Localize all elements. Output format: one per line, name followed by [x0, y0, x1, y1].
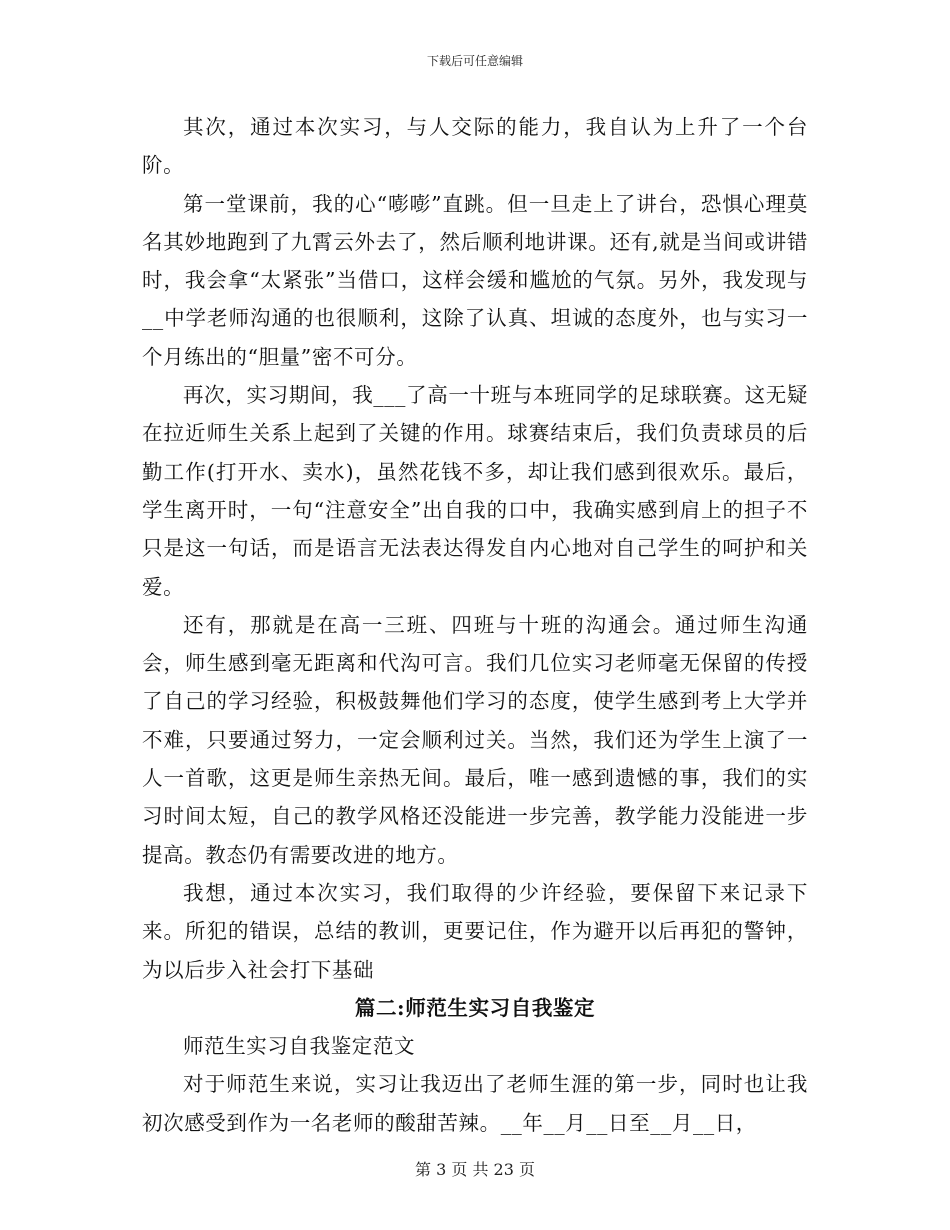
page-header: 下载后可任意编辑: [426, 54, 523, 68]
paragraph: 师范生实习自我鉴定范文: [183, 1034, 416, 1059]
paragraph: 再次，实习期间，我___了高一十班与本班同学的足球联赛。这无疑在拉近师生关系上起到了关键的作用。球赛结束后，我们负责球员的后勤工作(打开水、卖水)，虽然花钱不多，却让我们感到很欢乐。最后，学生离开时，一句“注意安全”出自我的口中，我确实感到肩上的担子不只是这一句话，而是语言无法表达得发自内心地对自己学生的呵护和关爱。: [142, 383, 808, 599]
page-footer: 第 3 页 共 23 页: [415, 1160, 535, 1179]
document-body: [142, 108, 808, 1142]
paragraph: 其次，通过本次实习，与人交际的能力，我自认为上升了一个台阶。: [142, 115, 808, 178]
paragraph: 第一堂课前，我的心“嘭嘭”直跳。但一旦走上了讲台，恐惧心理莫名其妙地跑到了九霄云外去了，然后顺利地讲课。还有,就是当间或讲错时，我会拿“太紧张”当借口，这样会缓和尴尬的气氛。另外，我发现与__中学老师沟通的也很顺利，这除了认真、坦诚的态度外，也与实习一个月练出的“胆量”密不可分。: [142, 191, 808, 369]
paragraph: 还有，那就是在高一三班、四班与十班的沟通会。通过师生沟通会，师生感到毫无距离和代沟可言。我们几位实习老师毫无保留的传授了自己的学习经验，积极鼓舞他们学习的态度，使学生感到考上大学并不难，只要通过努力，一定会顺利过关。当然，我们还为学生上演了一人一首歌，这更是师生亲热无间。最后，唯一感到遗憾的事，我们的实习时间太短，自己的教学风格还没能进一步完善，教学能力没能进一步提高。教态仍有需要改进的地方。: [142, 612, 808, 867]
section-heading: 篇二:师范生实习自我鉴定: [354, 995, 596, 1020]
paragraph: 对于师范生来说，实习让我迈出了老师生涯的第一步，同时也让我初次感受到作为一名老师的酸甜苦辣。__年__月__日至__月__日，: [142, 1072, 808, 1135]
paragraph: 我想，通过本次实习，我们取得的少许经验，要保留下来记录下来。所犯的错误，总结的教训，更要记住，作为避开以后再犯的警钟，为以后步入社会打下基础: [142, 880, 808, 982]
